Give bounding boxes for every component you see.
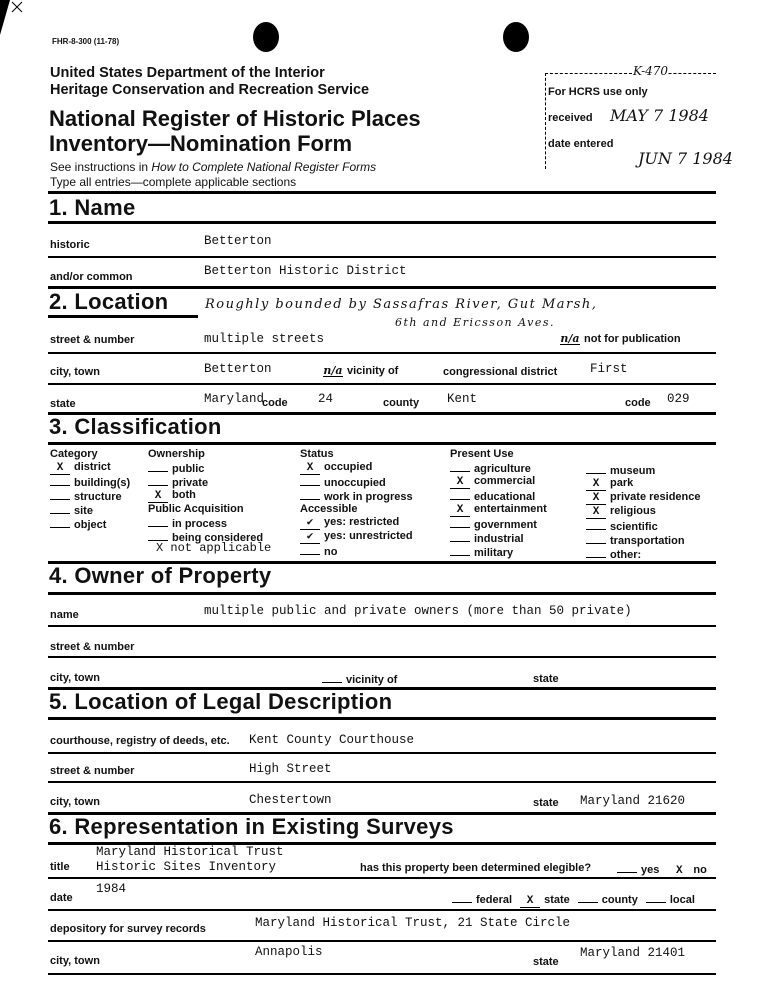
courthouse-value: Kent County Courthouse [249,733,415,747]
checkbox-mark[interactable]: ✔ [300,518,320,530]
checkbox-row [450,502,547,516]
owner-vicinity-mark [322,671,342,683]
ownership-column [148,448,271,554]
checkbox-label: in process [172,518,228,530]
section-2-heading: 2. Location [49,289,169,314]
eligible-answers [617,861,707,878]
rule [48,191,716,194]
checkbox-label: educational [474,491,536,503]
survey-city-value: Annapolis [255,945,323,959]
owner-street-label: street & number [50,641,135,653]
category-column [50,448,130,530]
checkbox-mark[interactable] [586,462,606,474]
county-code-label: code [625,397,651,409]
historic-label: historic [50,239,90,251]
code-label: code [262,397,288,409]
form-title-1: National Register of Historic Places [49,106,421,131]
checkbox-label: transportation [610,535,685,547]
rule [48,656,716,658]
legal-state-label: state [533,797,559,809]
section-3-heading: 3. Classification [49,414,222,439]
checkbox-mark[interactable]: X [50,463,70,475]
location-handwritten-2: 6th and Ericsson Aves. [395,316,556,329]
survey-title-value-2: Historic Sites Inventory [96,860,277,874]
rule [48,592,716,595]
owner-name-label: name [50,609,79,621]
checkbox-mark[interactable] [586,546,606,558]
checkbox-mark[interactable] [148,529,168,541]
state-level-mark: X [520,896,540,908]
eligible-question: has this property been determined elegible? [360,862,592,874]
common-name-label: and/or common [50,271,133,283]
local-mark [646,891,666,903]
checkbox-row [586,532,701,546]
not-pub-mark: n/a [560,332,580,345]
rule [48,877,716,879]
checkbox-mark[interactable] [50,502,70,514]
checkbox-label: scientific [610,521,658,533]
checkbox-row [300,474,413,488]
checkbox-row [450,460,547,474]
checkbox-row [586,490,701,504]
survey-date-label: date [50,892,73,904]
checkbox-label: both [172,489,196,501]
owner-vicinity [322,671,397,686]
section-4-heading: 4. Owner of Property [49,563,272,588]
checkbox-mark[interactable] [450,488,470,500]
punch-hole-left [253,22,279,52]
checkbox-mark[interactable] [50,516,70,528]
state-label: state [50,398,76,410]
checkbox-label: yes: unrestricted [324,530,413,542]
checkbox-mark[interactable] [50,488,70,500]
county-label: county [383,397,420,409]
checkbox-row [450,516,547,530]
state-value: Maryland [204,392,265,406]
checkbox-label: museum [610,465,656,477]
historic-value: Betterton [204,234,272,248]
date-entered-stamp: JUN 7 1984 [638,149,733,168]
checkbox-label: no [324,546,338,558]
service-line: Heritage Conservation and Recreation Service [50,82,370,98]
checkbox-row [148,515,271,529]
checkbox-mark[interactable] [300,543,320,555]
checkbox-label: work in progress [324,491,413,503]
legal-street-value: High Street [249,762,332,776]
rule [48,752,716,754]
checkbox-mark[interactable] [148,515,168,527]
checkbox-mark[interactable] [450,530,470,542]
checkbox-label: commercial [474,475,536,487]
section-1-heading: 1. Name [49,195,136,220]
yes-label: yes [641,864,660,876]
rule [48,383,716,385]
hcrs-box [545,64,733,169]
checkbox-row [300,515,413,529]
checkbox-label: unoccupied [324,477,386,489]
location-handwritten-1: Roughly bounded by Sassafras River, Gut Marsh, [205,297,598,312]
checkbox-mark[interactable] [586,532,606,544]
street-label: street & number [50,334,135,346]
form-title-2: Inventory—Nomination Form [49,131,353,156]
federal-label: federal [476,894,513,906]
checkbox-mark[interactable]: X [450,477,470,489]
congress-label: congressional district [443,366,558,378]
received-label: received [548,112,593,124]
rule [48,973,716,975]
ownership-title: Ownership [148,448,205,460]
rule [48,442,716,445]
category-title: Category [50,448,98,460]
checkbox-label: park [610,477,634,489]
city-label: city, town [50,366,100,378]
checkbox-mark[interactable]: X [586,507,606,519]
checkbox-mark[interactable]: X [300,463,320,475]
no-mark: X [669,866,689,878]
accessible-title: Accessible [300,503,358,515]
checkbox-label: public [172,463,205,475]
survey-date-value: 1984 [96,882,127,896]
checkbox-row [450,474,547,488]
present-use-column-2 [586,462,701,560]
checkbox-mark[interactable]: ✔ [300,532,320,544]
checkbox-mark[interactable]: X [148,491,168,503]
hcrs-ref: K-470 [633,64,669,78]
survey-state-value: Maryland 21401 [580,946,686,960]
checkbox-row [586,504,701,518]
checkbox-label: yes: restricted [324,516,400,528]
checkbox-label: building(s) [74,477,131,489]
checkbox-row [50,460,130,474]
street-value: multiple streets [204,332,325,346]
survey-state-label: state [533,956,559,968]
section-5-heading: 5. Location of Legal Description [49,689,393,714]
survey-level [452,891,695,908]
checkbox-row [50,488,130,502]
vicinity-label: vicinity of [347,365,399,377]
checkbox-label: district [74,461,111,473]
hcrs-use-only: For HCRS use only [548,86,648,98]
checkbox-mark[interactable] [148,460,168,472]
legal-city-value: Chestertown [249,793,332,807]
courthouse-label: courthouse, registry of deeds, etc. [50,735,230,747]
checkbox-row [148,460,271,474]
acquisition-title: Public Acquisition [148,503,244,515]
county-mark [578,891,598,903]
congress-value: First [590,362,628,376]
owner-name-value: multiple public and private owners (more than 50 private) [204,604,632,618]
vicinity-mark: n/a [323,364,343,377]
checkbox-row [586,476,701,490]
rule [48,717,716,720]
checkbox-mark[interactable] [300,488,320,500]
rule [48,256,716,258]
checkbox-row [50,516,130,530]
checkbox-mark[interactable] [300,474,320,486]
owner-city-label: city, town [50,672,100,684]
checkbox-row [300,488,413,502]
survey-title-value-1: Maryland Historical Trust [96,845,284,859]
checkbox-label: industrial [474,533,524,545]
legal-state-value: Maryland 21620 [580,794,686,808]
checkbox-label: object [74,519,107,531]
checkbox-label: other: [610,549,642,561]
not-for-publication [560,333,681,345]
checkbox-label: agriculture [474,463,531,475]
status-title: Status [300,448,334,460]
checkbox-row [300,529,413,543]
checkbox-label: being considered [172,532,264,544]
not-pub-label: not for publication [584,333,681,345]
owner-vicinity-label: vicinity of [346,674,398,686]
checkbox-label: entertainment [474,503,547,515]
legal-city-label: city, town [50,796,100,808]
county-value: Kent [447,392,478,406]
checkbox-row [148,488,271,502]
received-stamp: MAY 7 1984 [610,106,709,125]
vicinity [323,365,398,377]
rule [48,352,716,354]
checkbox-row [450,544,547,558]
owner-state-label: state [533,673,559,685]
county-code-value: 029 [667,392,690,406]
checkbox-mark[interactable] [50,474,70,486]
checkbox-mark[interactable] [450,516,470,528]
city-value: Betterton [204,362,272,376]
checkbox-label: private [172,477,209,489]
present-use-column [450,448,547,558]
checkbox-row [148,474,271,488]
present-use-title: Present Use [450,448,514,460]
rule [48,909,716,911]
checkbox-label: site [74,505,93,517]
instructions-prefix: See instructions in [50,160,152,174]
section-6-heading: 6. Representation in Existing Surveys [49,814,454,839]
legal-street-label: street & number [50,765,135,777]
checkbox-mark[interactable] [148,474,168,486]
rule [48,315,198,318]
checkbox-label: religious [610,505,656,517]
checkbox-label: occupied [324,461,373,473]
local-label: local [669,894,695,906]
checkbox-label: government [474,519,537,531]
checkbox-mark[interactable] [450,544,470,556]
status-column [300,448,413,557]
checkbox-row [586,462,701,476]
depository-label: depository for survey records [50,923,206,935]
instructions [50,160,376,174]
no-label: no [693,864,707,876]
checkbox-row [450,488,547,502]
page-corner-mark [0,0,30,40]
rule [48,625,716,627]
depository-value: Maryland Historical Trust, 21 State Circle [255,916,571,930]
code-value: 24 [318,392,334,406]
date-entered-label: date entered [548,138,614,150]
state-level-label: state [544,894,570,906]
checkbox-row [300,460,413,474]
checkbox-mark[interactable]: X [586,493,606,505]
instructions-line2: Type all entries—complete applicable sections [50,175,297,189]
rule [48,221,716,224]
federal-mark [452,891,472,903]
checkbox-mark[interactable]: X [586,479,606,491]
agency-line: United States Department of the Interior [50,65,325,81]
survey-title-label: title [50,861,70,873]
punch-hole-right [503,22,529,52]
checkbox-row [450,530,547,544]
checkbox-label: military [474,547,514,559]
survey-city-label: city, town [50,955,100,967]
form-id: FHR-8-300 (11-78) [52,37,120,46]
checkbox-mark[interactable] [586,518,606,530]
rule [48,940,716,942]
county-level-label: county [601,894,638,906]
checkbox-label: private residence [610,491,701,503]
rule [48,781,716,783]
yes-mark [617,861,637,873]
checkbox-row [586,546,701,560]
instructions-title: How to Complete National Register Forms [151,160,377,174]
checkbox-row [50,474,130,488]
checkbox-mark[interactable]: X [450,505,470,517]
common-name-value: Betterton Historic District [204,264,407,278]
checkbox-row [300,543,413,557]
checkbox-mark[interactable] [450,460,470,472]
checkbox-row [586,518,701,532]
checkbox-label: structure [74,491,122,503]
checkbox-row [50,502,130,516]
not-applicable: X not applicable [156,541,272,555]
